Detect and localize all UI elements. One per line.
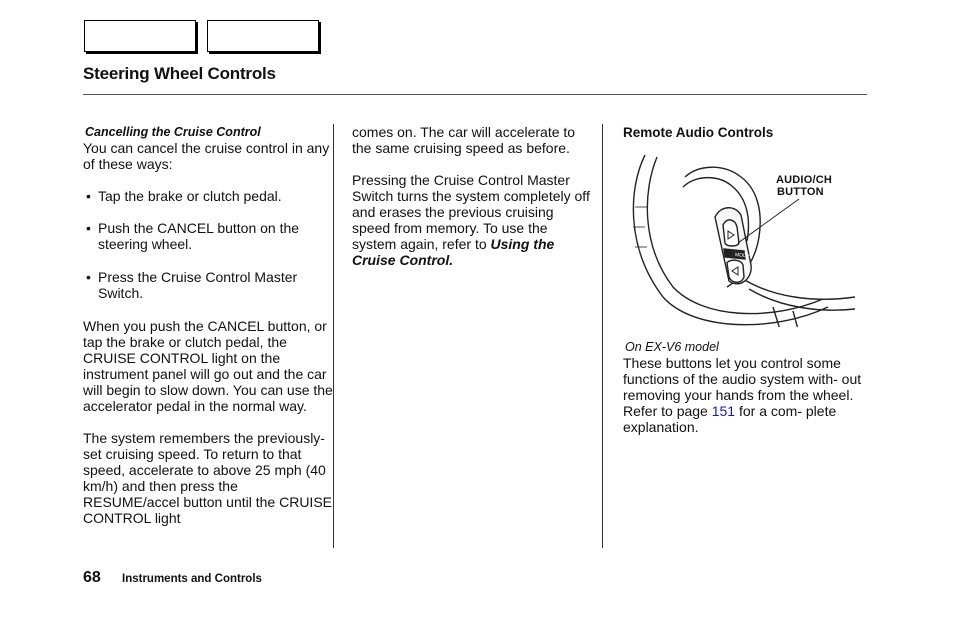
page-number: 68 bbox=[83, 569, 101, 586]
master-switch-paragraph bbox=[352, 172, 594, 268]
remote-audio-paragraph: These buttons let you control some functions of the audio system with- out removing your hands from the wheel. Refer to page 151 for a com- plete explanation. bbox=[623, 355, 862, 435]
steering-wheel-illustration bbox=[623, 147, 859, 327]
page-reference-link[interactable]: 151 bbox=[711, 403, 736, 419]
mode-button-label: MODE bbox=[734, 252, 751, 260]
cross-reference-link[interactable]: Using the Cruise Control. bbox=[352, 236, 555, 268]
column-divider-right bbox=[602, 124, 603, 548]
list-item: • Press the Cruise Control Master Switch. bbox=[83, 269, 333, 301]
column-divider-left bbox=[333, 124, 334, 548]
column-right bbox=[623, 124, 863, 435]
list-item: • Tap the brake or clutch pedal. bbox=[83, 188, 333, 204]
cancel-intro-text: You can cancel the cruise control in any of these ways: bbox=[83, 140, 330, 172]
cancel-paragraph: When you push the CANCEL button, or tap the brake or clutch pedal, the CRUISE CONTROL light on the instrument panel will go out and the car will begin to slow down. You can use the accelerator pedal in the normal way. bbox=[83, 318, 333, 414]
column-left bbox=[83, 124, 333, 526]
cancel-methods-list bbox=[83, 188, 333, 301]
remote-audio-heading: Remote Audio Controls bbox=[623, 125, 774, 140]
title-divider bbox=[83, 94, 867, 95]
page-title: Steering Wheel Controls bbox=[83, 64, 276, 83]
nav-button-previous[interactable] bbox=[84, 20, 196, 52]
cancel-cruise-subheading: Cancelling the Cruise Control bbox=[85, 125, 261, 139]
master-switch-text: Pressing the Cruise Control Master Switch turns the system completely off and erases the previous cruising speed from memory. To use the system again, refer to bbox=[352, 172, 590, 252]
list-item: • Push the CANCEL button on the steering wheel. bbox=[83, 220, 333, 252]
resume-continued-text: comes on. The car will accelerate to the same cruising speed as before. bbox=[352, 124, 576, 156]
resume-paragraph: The system remembers the previously-set cruising speed. To return to that speed, accelerate to above 25 mph (40 km/h) and then press the RESUME/accel button until the CRUISE CONTROL light bbox=[83, 430, 332, 526]
column-middle bbox=[352, 124, 594, 268]
nav-button-next[interactable] bbox=[207, 20, 319, 52]
figure-caption: On EX-V6 model bbox=[625, 340, 719, 354]
audio-ch-button-label: AUDIO/CH BUTTON bbox=[776, 174, 832, 198]
footer-section-title: Instruments and Controls bbox=[122, 573, 262, 585]
